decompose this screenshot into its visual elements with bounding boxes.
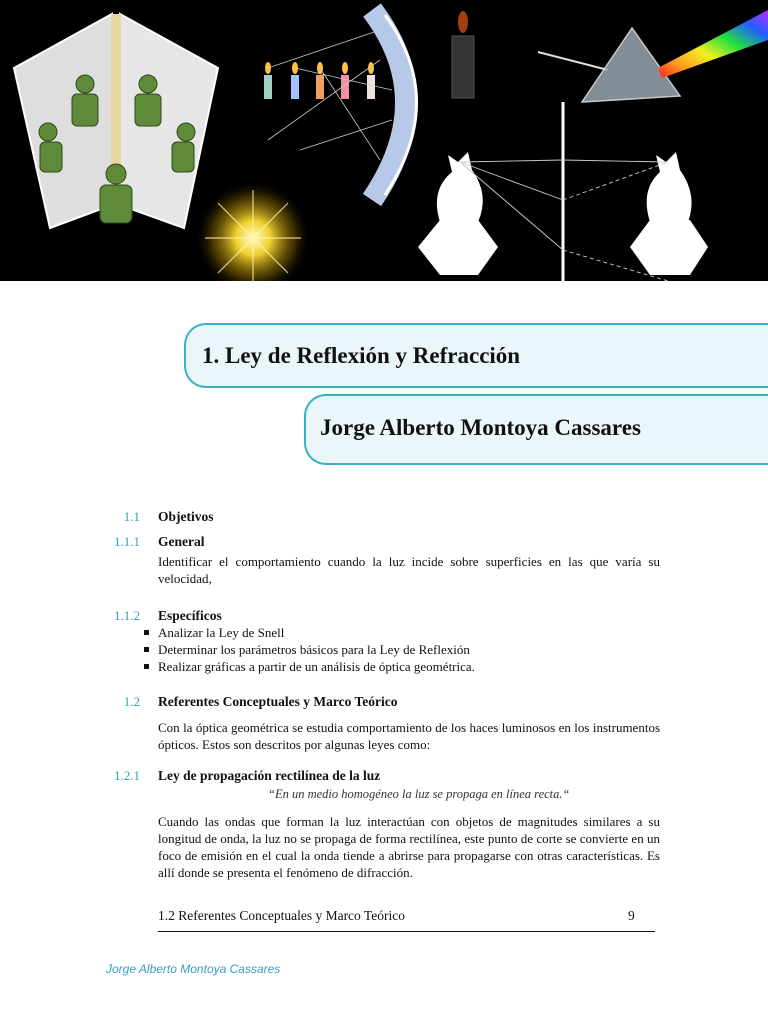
footer-divider: [158, 931, 655, 932]
section-heading: Específicos: [158, 608, 222, 623]
footer-section: 1.2 Referentes Conceptuales y Marco Teórico: [158, 908, 405, 923]
optics-collage-icon: [0, 0, 768, 281]
section-heading: Objetivos: [158, 509, 214, 524]
quote: “En un medio homogéneo la luz se propaga en línea recta.“: [268, 787, 570, 801]
list-item: Determinar los parámetros básicos para la Ley de Reflexión: [140, 641, 475, 658]
footer-author: Jorge Alberto Montoya Cassares: [106, 962, 281, 976]
chapter-title: 1. Ley de Reflexión y Refracción: [202, 343, 521, 368]
list-item: Analizar la Ley de Snell: [140, 624, 475, 641]
section-number: 1.2.1: [114, 768, 140, 783]
paragraph: Con la óptica geométrica se estudia comportamiento de los haces luminosos en los instrumentos ópticos. Estos son descritos por algunas leyes como:: [158, 720, 660, 752]
section-number: 1.1.1: [114, 534, 140, 549]
section-heading: General: [158, 534, 205, 549]
author-title-box: [304, 394, 768, 465]
objectives-list: [140, 624, 475, 675]
cover-banner: [0, 0, 768, 281]
chapter-title-box: [184, 323, 768, 388]
section-number: 1.2: [123, 694, 140, 709]
section-heading: Referentes Conceptuales y Marco Teórico: [158, 694, 398, 709]
author-name: Jorge Alberto Montoya Cassares: [320, 415, 641, 440]
list-item: Realizar gráficas a partir de un análisis de óptica geométrica.: [140, 658, 475, 675]
section-heading: Ley de propagación rectilínea de la luz: [158, 768, 381, 783]
section-number: 1.1: [123, 509, 140, 524]
section-number: 1.1.2: [114, 608, 140, 623]
paragraph: Identificar el comportamiento cuando la luz incide sobre superficies en las que varía su velocidad,: [158, 554, 660, 586]
paragraph: Cuando las ondas que forman la luz interactúan con objetos de magnitudes similares a su longitud de onda, la luz no se propaga de forma rectilínea, este punto de corte se convierte en un foco de emisión en el cual la onda tiende a abrirse para propagarse con otras características. Es allí donde se presenta el fenómeno de difracción.: [158, 814, 660, 880]
page-number: 9: [628, 908, 635, 923]
